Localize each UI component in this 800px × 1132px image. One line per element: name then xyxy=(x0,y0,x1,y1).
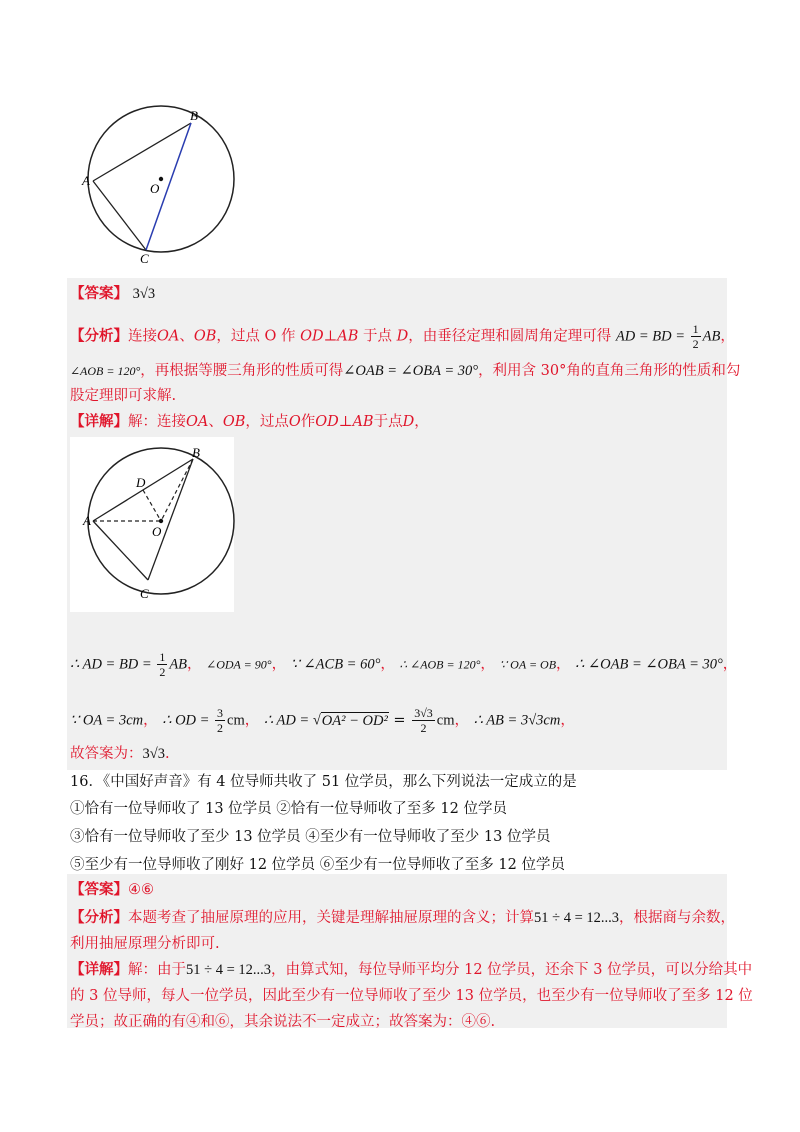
answer-line-2: 【答案】④⑥ xyxy=(70,881,154,898)
analysis-line-1: 【分析】连接OA、OB，过点 O 作 OD⊥AB 于点 D，由垂径定理和圆周角定理可得 AD = BD = $\frac{1}{2}$ AB， xyxy=(70,322,735,351)
q16-options-3-4: ③恰有一位导师收了至少 13 位学员 ④至少有一位导师收了至少 13 位学员 xyxy=(70,829,551,845)
q16-stem: 16．《中国好声音》有 4 位导师共收了 51 位学员，那么下列说法一定成立的是 xyxy=(70,774,577,790)
q16-options-5-6: ⑤至少有一位导师收了刚好 12 位学员 ⑥至少有一位导师收了至多 12 位学员 xyxy=(70,857,565,873)
steps-line-1: ∴ AD = BD = $\frac{1}{2}$ AB， ∠ODA = 90°， ∵ ∠ACB = 60°， ∴ ∠AOB = 120°， ∵ OA = OB， ∴ ∠OAB = ∠OBA = 30°， xyxy=(70,650,738,679)
fig1-label-a: A xyxy=(82,173,90,188)
detail-line-1: 【详解】解：连接OA、OB，过点O作OD⊥AB于点D， xyxy=(70,413,429,430)
circle-figure-2 xyxy=(80,445,240,605)
analysis2-line-1: 【分析】本题考查了抽屉原理的应用，关键是理解抽屉原理的含义；计算51 ÷ 4 = 12...3，根据商与余数， xyxy=(70,909,736,926)
fig2-label-b: B xyxy=(192,445,200,460)
q16-options-1-2: ①恰有一位导师收了 13 位学员 ②恰有一位导师收了至多 12 位学员 xyxy=(70,801,507,817)
analysis2-line-2: 利用抽屉原理分析即可. xyxy=(70,936,220,952)
steps-line-2: ∵ OA = 3cm， ∴ OD = $\frac{3}{2}$ cm， ∴ AD = √OA² − OD² = $\frac{3√3}{2}$ cm， ∴ AB = 3√3cm， xyxy=(70,706,575,735)
fig2-label-d: D xyxy=(136,475,146,490)
fig1-label-c: C xyxy=(140,251,149,265)
detail2-line-3: 学员；故正确的有④和⑥，其余说法不一定成立；故答案为：④⑥. xyxy=(70,1014,496,1030)
detail2-line-1: 【详解】解：由于51 ÷ 4 = 12...3，由算式知，每位导师平均分 12 位学员，还余下 3 位学员，可以分给其中 xyxy=(70,961,753,978)
answer-line-1: 【答案】 3√3 xyxy=(70,285,156,302)
fig2-label-c: C xyxy=(140,586,149,601)
fig1-label-b: B xyxy=(190,108,198,123)
detail2-line-2: 的 3 位导师，每人一位学员，因此至少有一位导师收了至少 13 位学员，也至少有一位导师收了至多 12 位 xyxy=(70,988,753,1004)
fig2-label-o: O xyxy=(152,524,162,539)
fig1-label-o: O xyxy=(150,181,160,196)
fig2-label-a: A xyxy=(83,513,91,528)
circle-figure-1 xyxy=(80,105,240,265)
analysis-line-3: 股定理即可求解. xyxy=(70,388,177,404)
analysis-line-2: ∠AOB = 120°，再根据等腰三角形的性质可得∠OAB = ∠OBA = 30°，利用含 30°角的直角三角形的性质和勾 xyxy=(70,363,741,379)
final-answer-1: 故答案为：3√3. xyxy=(70,746,170,762)
answer-value: 3√3 xyxy=(132,286,156,302)
